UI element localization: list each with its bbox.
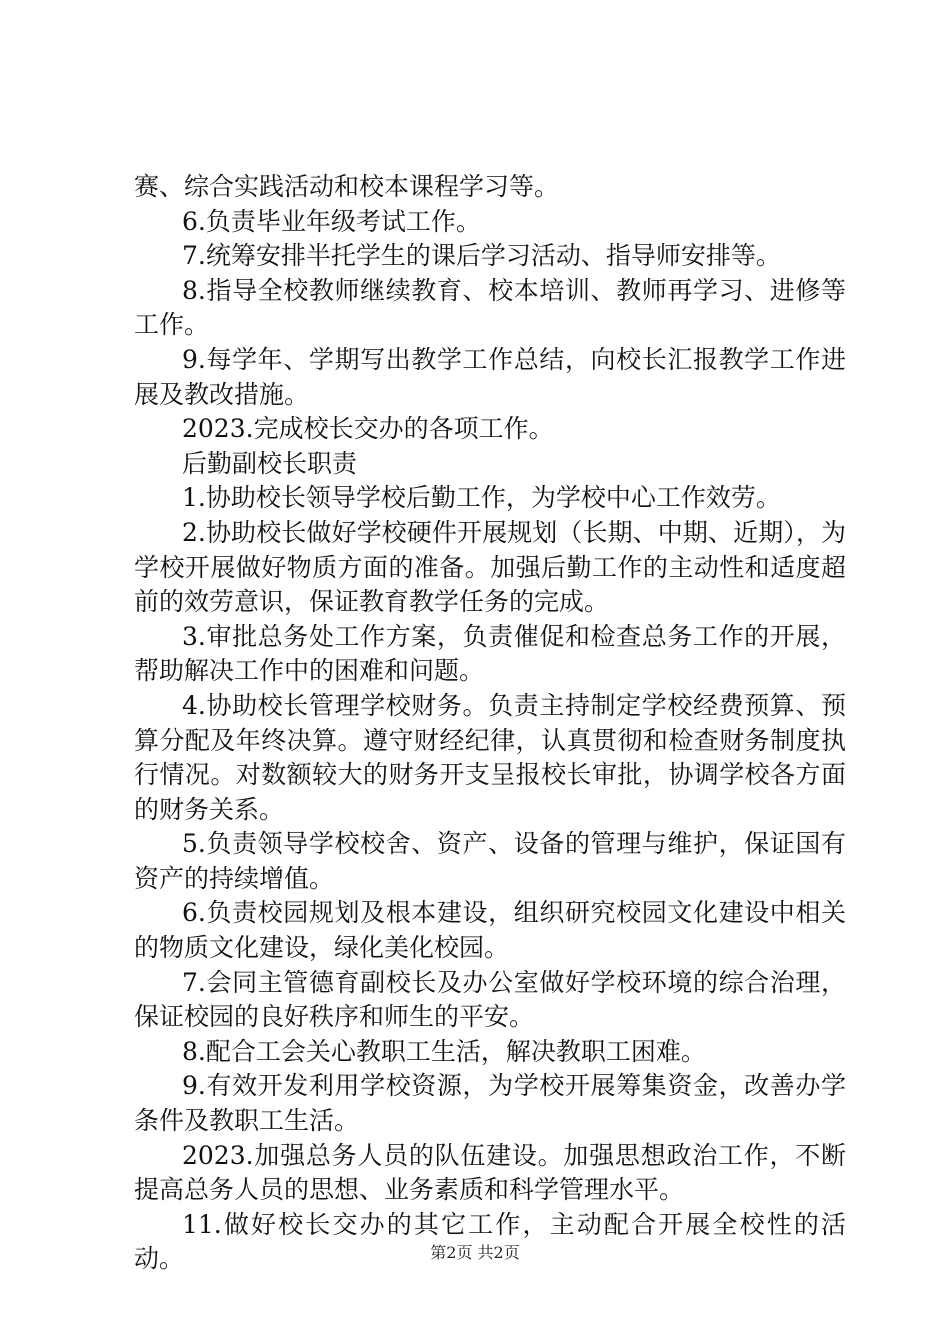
paragraph: 7.统筹安排半托学生的课后学习活动、指导师安排等。	[182, 241, 781, 271]
paragraph: 9.每学年、学期写出教学工作总结，向校长汇报教学工作进展及教改措施。	[134, 344, 846, 409]
page-footer: 第2页 共2页	[430, 1243, 520, 1262]
paragraph: 6.负责校园规划及根本建设，组织研究校园文化建设中相关的物质文化建设，绿化美化校园。	[134, 898, 846, 963]
paragraph: 赛、综合实践活动和校本课程学习等。	[134, 172, 560, 201]
paragraph: 8.配合工会关心教职工生活，解决教职工困难。	[182, 1036, 706, 1066]
section-heading: 后勤副校长职责	[182, 448, 358, 478]
paragraph: 4.协助校长管理学校财务。负责主持制定学校经费预算、预算分配及年终决算。遵守财经纪律，认真贯彻和检查财务制度执行情况。对数额较大的财务开支呈报校长审批，协调学校各方面的财务关系。	[134, 690, 846, 824]
paragraph: 7.会同主管德育副校长及办公室做好学校环境的综合治理，保证校园的良好秩序和师生的平安。	[134, 967, 846, 1032]
paragraph: 2023.完成校长交办的各项工作。	[182, 414, 554, 444]
paragraph: 3.审批总务处工作方案，负责催促和检查总务工作的开展，帮助解决工作中的困难和问题。	[134, 621, 846, 686]
paragraph: 1.协助校长领导学校后勤工作，为学校中心工作效劳。	[182, 483, 781, 513]
paragraph: 5.负责领导学校校舍、资产、设备的管理与维护，保证国有资产的持续增值。	[134, 829, 846, 893]
paragraph: 2023.加强总务人员的队伍建设。加强思想政治工作，不断提高总务人员的思想、业务素质和科学管理水平。	[134, 1140, 846, 1205]
paragraph: 6.负责毕业年级考试工作。	[182, 206, 481, 236]
paragraph: 8.指导全校教师继续教育、校本培训、教师再学习、进修等工作。	[134, 275, 846, 340]
paragraph: 9.有效开发利用学校资源，为学校开展筹集资金，改善办学条件及教职工生活。	[134, 1071, 846, 1136]
paragraph: 2.协助校长做好学校硬件开展规划（长期、中期、近期），为学校开展做好物质方面的准备。加强后勤工作的主动性和适度超前的效劳意识，保证教育教学任务的完成。	[134, 517, 846, 617]
paragraph: 11.做好校长交办的其它工作，主动配合开展全校性的活动。	[134, 1209, 846, 1274]
document-body	[134, 170, 846, 1277]
